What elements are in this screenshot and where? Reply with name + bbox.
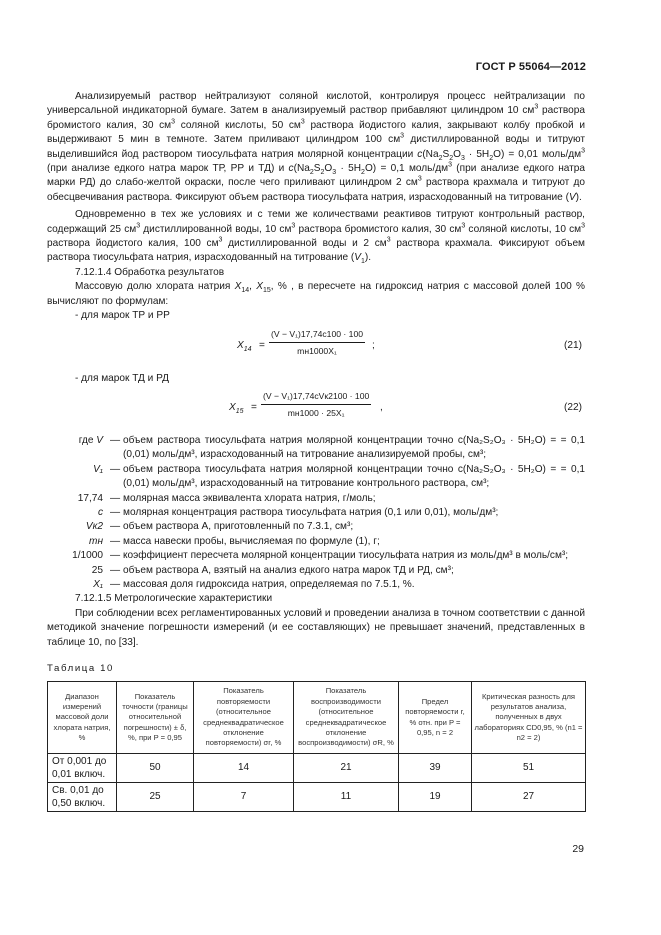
table-row	[48, 782, 586, 811]
formula-22-numerator: (V − V₁)17,74cVк2100 · 100	[261, 389, 371, 405]
paragraph-control-titration: Одновременно в тех же условиях и с теми же количествами реактивов титруют контрольный раствор, содержащий 25 $см^3$ дистиллированной воды, 10 $см^3$ раствора бромистого калия, 30 $см^3$ соляной кислоты, 10 $см^3$ раствора йодистого калия, 100 $см^3$ дистиллированной воды и 2 $см^3$ раствора крахмала. Фиксируют объем раствора тиосульфата натрия, израсходованный на титрование $(V_1)$.	[47, 209, 586, 266]
table-header-cell: Показатель воспроизводимости (относительное среднеквадратическое отклонение воспроизводимости) σR, %	[294, 682, 399, 753]
table-cell: 27	[472, 782, 586, 811]
formula-21-denominator: mн1000X₁	[297, 345, 337, 356]
document-body	[47, 90, 585, 812]
definition-row: Vк2 — объем раствора А, приготовленный по 7.3.1, см³;	[85, 521, 354, 533]
formula-21-number: (21)	[564, 339, 582, 351]
table-row	[48, 753, 586, 782]
table-cell: 19	[399, 782, 472, 811]
table-cell: Св. 0,01 до 0,50 включ.	[48, 782, 117, 811]
paragraph-mass-fraction: Массовую долю хлората натрия $X_{14}$, $X_{15}$, % , в пересчете на гидроксид натрия с массовой долей 100 % вычисляют по формулам:	[47, 281, 585, 307]
table-cell: 21	[294, 753, 399, 782]
formula-21-terminator: ;	[372, 339, 375, 351]
formula-21-lhs: $X_{14}$	[237, 339, 252, 353]
table-caption: Таблица 10	[47, 663, 114, 674]
definition-row: mн — масса навески пробы, вычисляемая по формуле (1), г;	[89, 535, 380, 547]
formula-22-lhs: $X_{15}$	[229, 401, 244, 415]
paragraph-neutralization: Анализируемый раствор нейтрализуют соляной кислотой, контролируя процесс нейтрализации по универсальной индикаторной бумаге. Затем в анализируемый раствор прибавляют цилиндром 10 $см^3$ раствора бромистого калия, 30 $см^3$ соляной кислоты, 50 $см^3$ раствора йодистого калия, закрывают колбу пробкой и выдерживают 5 мин в темноте. Затем приливают цилиндром 100 $см^3$ дистиллированной воды и титруют выделившийся йод раствором тиосульфата натрия молярной концентрации $c(Na_2S_2O_3 \cdot 5H_2O) = 0,01$ моль/$дм^3$ (при анализе едкого натра марок ТР, РР и ТД) и $c(Na_2S_2O_3 \cdot 5H_2O) = 0,1$ моль/$дм^3$ (при анализе едкого натра марки РД) до слабо-желтой окраски, после чего приливают цилиндром 2 $см^3$ раствора крахмала и титруют до обесцвечивания раствора. Фиксируют объем раствора тиосульфата натрия, израсходованный на титрование (V).	[47, 91, 586, 203]
metrology-table	[47, 681, 586, 811]
symbol-definitions	[47, 434, 585, 592]
table-header-cell: Диапазон измерений массовой доли хлората натрия, %	[48, 682, 117, 753]
table-header-cell: Предел повторяемости r, % отн. при P = 0,95, n = 2	[399, 682, 472, 753]
table-cell: От 0,001 до 0,01 включ.	[48, 753, 117, 782]
formula-22-terminator: ,	[380, 401, 383, 413]
formula-22-denominator: mн1000 · 25X₁	[287, 408, 345, 419]
definition-row: 1/1000 — коэффициент пересчета молярной концентрации тиосульфата натрия из моль/дм³ в моль/см³;	[72, 550, 569, 562]
table-header-cell: Показатель точности (границы относительной погрешности) ± δ, %, при P = 0,95	[117, 682, 194, 753]
table-cell: 14	[194, 753, 294, 782]
table-header-row	[48, 682, 586, 753]
formula-21	[47, 324, 585, 368]
paragraph-metrology: При соблюдении всех регламентированных условий и проведении анализа в точном соответствии с данной методикой значение погрешности измерений (и ее составляющих) не превышает значений, представленных в таблице 10, по [33].	[47, 607, 585, 648]
formula-22-equals: =	[251, 401, 257, 413]
definition-row: 25 — объем раствора А, взятый на анализ едкого натра марок ТД и РД, см³;	[91, 564, 454, 576]
formula-22-fraction	[261, 389, 371, 421]
formula-label-tr-rr: - для марок ТР и РР	[75, 310, 170, 322]
formula-21-numerator: (V − V₁)17,74c100 · 100	[269, 327, 365, 343]
page-number: 29	[572, 843, 584, 855]
section-heading-7-12-1-4: 7.12.1.4 Обработка результатов	[75, 266, 225, 278]
table-header-cell: Критическая разность для результатов анализа, полученных в двух лабораториях CD0,95, % (n1 = n2 = 2)	[472, 682, 586, 753]
table-cell: 25	[117, 782, 194, 811]
definition-row: X₁ — массовая доля гидроксида натрия, определяемая по 7.5.1, %.	[93, 578, 415, 590]
table-cell: 39	[399, 753, 472, 782]
table-cell: 11	[294, 782, 399, 811]
definition-row: 17,74 — молярная масса эквивалента хлората натрия, г/моль;	[77, 492, 376, 504]
formula-21-equals: =	[259, 339, 265, 351]
table-cell: 51	[472, 753, 586, 782]
definition-row: V₁ — объем раствора тиосульфата натрия молярной концентрации точно c(Na₂S₂O₃ · 5H₂O) = = 0,1 (0,01) моль/дм³, израсходованный на титрование контрольного раствора, см³;	[93, 463, 585, 490]
document-header: ГОСТ Р 55064—2012	[475, 61, 586, 73]
formula-22	[47, 386, 585, 430]
table-cell: 50	[117, 753, 194, 782]
table-cell: 7	[194, 782, 294, 811]
section-heading-7-12-1-5: 7.12.1.5 Метрологические характеристики	[75, 593, 273, 605]
definition-row: c — молярная концентрация раствора тиосульфата натрия (0,1 или 0,01), моль/дм³;	[97, 506, 499, 518]
table-header-cell: Показатель повторяемости (относительное среднеквадратическое отклонение повторяемости) σr, %	[194, 682, 294, 753]
formula-label-td-rd: - для марок ТД и РД	[75, 372, 170, 384]
definition-row: где V — объем раствора тиосульфата натрия молярной концентрации точно c(Na₂S₂O₃ · 5H₂O) = = 0,1 (0,01) моль/дм³, израсходованный на титрование анализируемой пробы, см³;	[78, 434, 585, 461]
formula-22-number: (22)	[564, 401, 582, 413]
formula-21-fraction	[269, 327, 365, 359]
